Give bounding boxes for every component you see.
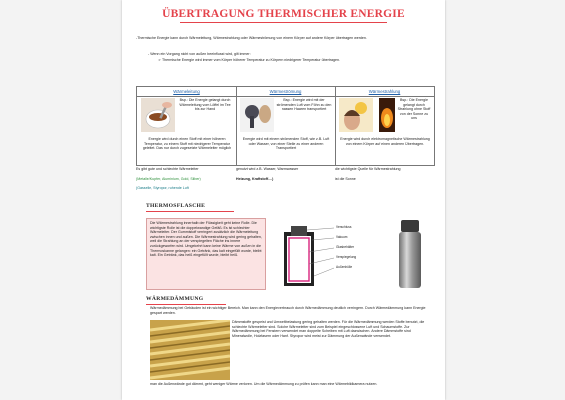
tea-spoon-photo xyxy=(141,98,175,132)
insulation-material-photo xyxy=(150,320,230,380)
poor-conductors: (Gasselle, Styropor, ruhende Luft xyxy=(136,186,189,191)
insulation-heading-underline xyxy=(146,304,226,305)
diagram-label-glass: Glasbehälter xyxy=(336,245,355,249)
sun-person-photo xyxy=(339,98,373,132)
document-page xyxy=(122,0,445,400)
conduction-description: Energie wird durch einen Stoff mit einer höheren Temperatur, zu einem Stoff mit niedrigerer Temperatur geleitet. Das nur durch zugesetzte Wärmeleiter möglich xyxy=(142,137,232,151)
column-heading: Wärmeströmung xyxy=(236,87,335,97)
insulation-heading: WÄRMEDÄMMUNG xyxy=(146,296,204,302)
title-underline xyxy=(180,22,387,23)
fire-photo xyxy=(379,98,395,132)
convection-note xyxy=(236,167,334,181)
conduction-example: Bsp.: Die Energie gelangt durch Wärmeleitung vom Löffel im Tee bis zur Hand xyxy=(179,98,231,112)
insulation-summary: man die Außenwände gut dämmt, geht weniger Wärme verloren. Um die Wärmedämmung zu prüfen kann man eine Wärmebildkamera nutzen. xyxy=(150,382,378,386)
column-conduction xyxy=(137,87,237,165)
bullet-statement: ➢ Thermische Energie wird immer vom Körper höherer Temperatur zu Körpern niedrigerer Temperatur übertragen. xyxy=(158,58,340,62)
hair-dryer-photo xyxy=(240,98,274,132)
thermos-text: Die Wärmestrahlung innerhalb der Flüssigkeit geht keine Rolle. Die wichtigste Rolle ist die doppelwandige Gefäß: Es ist schlechter Wärmeleiter. Der Gummistoff verringert zusätzlich die Wärmeleitung zwischen innen und außen. Die Wärmestrahlung wird gering gehalten, weil die Strahlung an der verspiegelten Fläche ins innere zurückgeworfen wird. Umgekehrt kann keine Wärme von außen in die Thermoskanne gelangen: ein Getränk, das kalt eingefüllt wurde, bleibt kalt. Ein Getränk, das heiß eingefüllt wurde, bleibt heiß. xyxy=(146,218,266,290)
good-conductors: (Metalle/Kupfer, Aluminium, Gold, Silber) xyxy=(136,176,201,181)
column-radiation xyxy=(335,87,434,165)
column-heading: Wärmestrahlung xyxy=(335,87,434,97)
radiation-note-line: die wichtigste Quelle für Wärmestrahlung xyxy=(335,167,401,171)
convection-examples: Heizung, Kraftstoff....) xyxy=(236,176,274,181)
convection-description: Energie wird mit einem strömenden Stoff, wie z.B. Luft oder Wasser, von einer Stelle zu einer anderen Transportiert xyxy=(242,137,330,151)
thermos-diagram xyxy=(276,214,388,294)
thermos-photo xyxy=(390,218,430,290)
diagram-label-shell: Außenhülle xyxy=(336,265,353,269)
diagram-label-cap: Verschluss xyxy=(336,225,352,229)
radiation-note xyxy=(335,167,433,181)
conduction-note xyxy=(136,167,234,191)
conduction-note-line: Es gibt gute und schlechte Wärmeleiter xyxy=(136,167,199,171)
intro-text: -Thermische Energie kann durch Wärmeleitung, Wärmestrahlung oder Wärmeströmung von einem Körper auf andere Körper übertragen werden. xyxy=(136,36,367,40)
radiation-source: ist die Sonne xyxy=(335,176,356,181)
bullet-rule: - Wenn ein Vorgang nicht von außen beeinflusst wird, gilt immer: xyxy=(148,52,251,56)
diagram-label-mirror: Verspiegelung xyxy=(336,255,357,259)
heat-transfer-table xyxy=(136,86,435,166)
column-convection xyxy=(236,87,336,165)
thermos-heading: THERMOSFLASCHE xyxy=(146,203,206,209)
column-heading: Wärmeleitung xyxy=(137,87,236,97)
radiation-example: Bsp.: Die Energie gelangt durch Strahlung ohne Stoff von der Sonne zu uns xyxy=(397,98,431,121)
thermos-heading-underline xyxy=(146,211,234,212)
radiation-description: Energie wird durch elektromagnetische Wärmestrahlung von einem Körper auf einen anderen Übertragen. xyxy=(340,137,430,146)
convection-example: Bsp.: Energie wird mit der strömenden Luft vom Föhn zu den nassen Haaren transportiert xyxy=(276,98,332,112)
insulation-intro: Wärmedämmung bei Gebäuden ist ein wichtiger Bereich. Man kann den Energieverbrauch durch Wärmedämmung deutlich verringern. Durch Wärmedämmung kann Energie gespart werden. xyxy=(150,306,426,315)
diagram-label-vacuum: Vakuum xyxy=(336,235,348,239)
convection-note-line: genutzt wird z.B. Wasser, Warmwasser xyxy=(236,167,299,171)
page-title: ÜBERTRAGUNG THERMISCHER ENERGIE xyxy=(162,8,405,20)
insulation-details: Dämmstoffe gespeist und Umweltbelastung gering gehalten werden. Für die Wärmedämmung werden Stoffe benutzt, die schlechte Wärmeleiter sind. Solche Wärmeleiter sind zum Beispiel eingeschlossene Luft und Schaumstoffe. Zur Wärmedämmung bei Fenstern verwendet man doppelte Scheiben mit Luft dazwischen. Andere Dämmstoffe sind Mineralwolle, Holzfasern oder Hanf. Styropor wird meist zur Dämmung der Außenwände verwendet. xyxy=(232,320,425,338)
